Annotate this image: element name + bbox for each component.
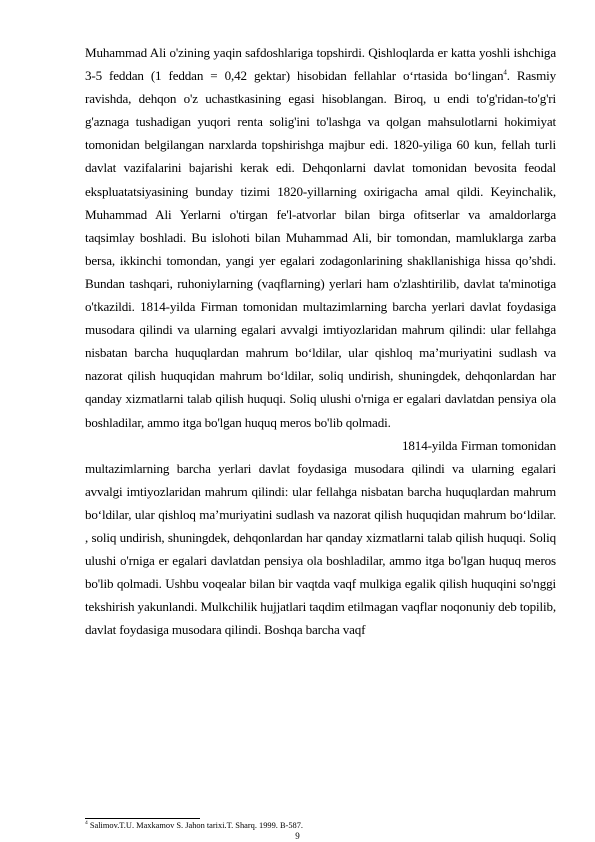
paragraph-1-text: Muhammad Ali o'zining yaqin safdoshlariga topshirdi. Qishloqlarda er katta yoshli ishchiga 3-5 feddan (1 feddan = 0,42 gektar) hisobidan fellahlar o‘rtasida bo‘lingan (85, 45, 556, 84)
paragraph-2-text: 1814-yilda Firman tomonidan multazimlarning barcha yerlari davlat foydasiga musodara qilindi va ularning egalari avvalgi imtiyozlaridan mahrum qilindi: ular fellahga nisbatan barcha huquqlardan mahrum bo‘ldilar, ular qishloq ma’muriyatini sudlash va nazorat qilish huquqidan mahrum bo‘ldilar. , soliq undirish, shuningdek, dehqonlardan har qanday xizmatlarni talab qilish huquqi. Soliq ulushi o'rniga er egalari davlatdan pensiya ola boshladilar, ammo itga bo'lgan huquq meros bo'lib qolmadi. Ushbu voqealar bilan bir vaqtda vaqf mulkiga egalik qilish huquqini so'nggi tekshirish yakunlandi. Mulkchilik hujjatlari taqdim etilmagan vaqflar noqonuniy deb topilib, davlat foydasiga musodara qilindi. Boshqa barcha vaqf (85, 437, 556, 638)
footnote-text: Salimov.T.U. Maxkamov S. Jahon tarixi.T. Sharq. 1999. B-587. (87, 821, 303, 830)
page-number: 9 (295, 831, 300, 841)
page-body (85, 41, 556, 641)
footnote-marker: 4 (85, 820, 88, 827)
paragraph-1 (85, 41, 556, 434)
paragraph-2 (85, 434, 556, 642)
footnote-reference: 4 (503, 68, 507, 77)
footnote-separator (85, 818, 200, 819)
footnote (85, 821, 556, 831)
paragraph-1-continuation: . Rasmiy ravishda, dehqon o'z uchastkasining egasi hisoblangan. Biroq, u endi to'g'ridan-to'g'ri g'aznaga tushadigan yuqori renta solig'ini to'lashga va qolgan mahsulotlarni hokimiyat tomonidan belgilangan narxlarda topshirishga majbur edi. 1820-yiliga 60 kun, fellah turli davlat vazifalarini bajarishi kerak edi. Dehqonlarni davlat tomonidan bevosita feodal ekspluatatsiyasining bunday tizimi 1820-yillarning oxirigacha amal qildi. Keyinchalik, Muhammad Ali Yerlarni o'tirgan fe'l-atvorlar bilan birga ofitserlar va amaldorlarga taqsimlay boshladi. Bu islohoti bilan Muhammad Ali, bir tomondan, mamluklarga zarba bersa, ikkinchi tomondan, yangi yer egalari zodagonlarining shakllanishiga hissa qo’shdi. Bundan tashqari, ruhoniylarning (vaqflarning) yerlari ham o'zlashtirilib, davlat ta'minotiga o'tkazildi. 1814-yilda Firman tomonidan multazimlarning barcha yerlari davlat foydasiga musodara qilindi va ularning egalari avvalgi imtiyozlaridan mahrum qilindi: ular fellahga nisbatan barcha huquqlardan mahrum bo‘ldilar, ular qishloq ma’muriyatini sudlash va nazorat qilish huquqidan mahrum bo‘ldilar, soliq undirish, shuningdek, dehqonlardan har qanday xizmatlarni talab qilish huquqi. Soliq ulushi o'rniga er egalari davlatdan pensiya ola boshladilar, ammo itga bo'lgan huquq meros bo'lib qolmadi. (85, 68, 556, 430)
